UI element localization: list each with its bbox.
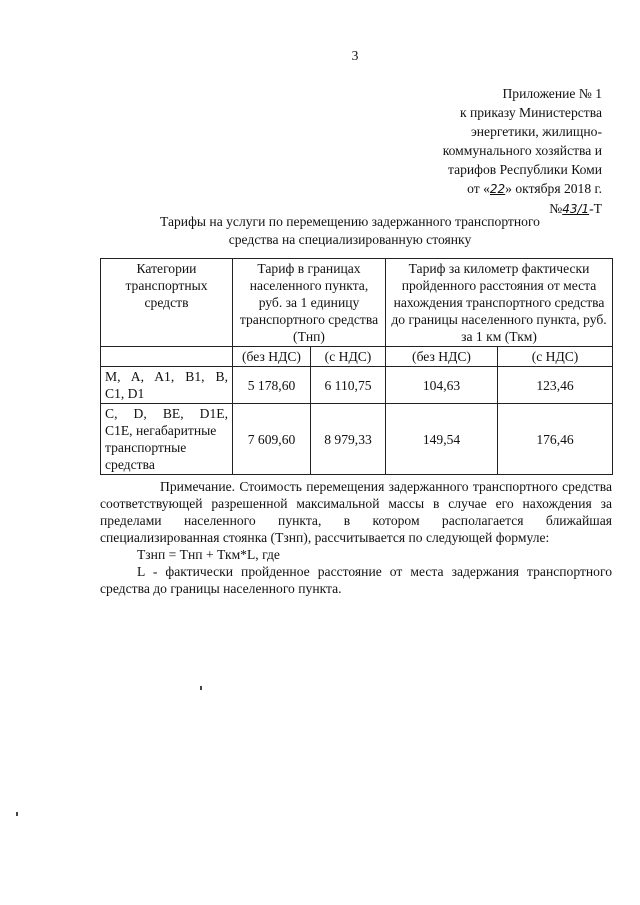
subheader-city-vat: (с НДС) (311, 347, 386, 367)
note-l-definition: L - фактически пройденное расстояние от места задержания транспортного средства до границы населенного пункта. (100, 564, 612, 596)
category-line: C1E, негабаритные транспортные средства (105, 423, 217, 472)
header-km-tariff: Тариф за километр фактически пройденного расстояния от места нахождения транспортного средства до границы населенного пункта, руб. за 1 км (Ткм) (386, 259, 613, 347)
page-number: 3 (351, 48, 359, 63)
city-no-vat-cell: 7 609,60 (233, 404, 311, 475)
city-no-vat-cell: 5 178,60 (233, 367, 311, 404)
table-row (101, 404, 613, 475)
subheader-empty (101, 347, 233, 367)
appendix-line: энергетики, жилищно- (470, 124, 602, 139)
header-category: Категории транспортных средств (101, 259, 233, 347)
km-vat-cell: 123,46 (498, 367, 613, 404)
note-formula: Тзнп = Тнп + Ткм*L, где (137, 547, 280, 562)
appendix-line: Приложение № 1 (502, 86, 602, 101)
subheader-km-vat: (с НДС) (498, 347, 613, 367)
scan-mark (16, 812, 18, 816)
header-city-tariff: Тариф в границах населенного пункта, руб. за 1 единицу транспортного средства (Тнп) (233, 259, 386, 347)
category-cell (101, 404, 233, 475)
document-title (110, 213, 590, 249)
city-vat-cell: 8 979,33 (311, 404, 386, 475)
km-no-vat-cell: 149,54 (386, 404, 498, 475)
appendix-line: коммунального хозяйства и (442, 143, 602, 158)
km-no-vat-cell: 104,63 (386, 367, 498, 404)
category-line: M, A, A1, B1, B, (105, 369, 228, 384)
order-date-day: 22 (489, 182, 506, 196)
km-vat-cell: 176,46 (498, 404, 613, 475)
category-cell (101, 367, 233, 404)
note-paragraph: Примечание. Стоимость перемещения задержанного транспортного средства соответствующей разрешенной максимальной массы в случае его нахождения за пределами населенного пункта, в котором располагается ближайшая специализированная стоянка (Тзнп), рассчитывается по следующей формуле: (100, 479, 612, 545)
city-vat-cell: 6 110,75 (311, 367, 386, 404)
category-line: C1, D1 (105, 386, 145, 401)
category-line: C, D, BE, D1E, (105, 406, 228, 421)
order-date-prefix: от « (467, 181, 490, 196)
tariff-table (100, 258, 613, 475)
title-line: средства на специализированную стоянку (228, 232, 472, 247)
title-line: Тарифы на услуги по перемещению задержанного транспортного (160, 214, 540, 229)
table-row (101, 367, 613, 404)
appendix-header (443, 84, 602, 219)
order-number-suffix: -Т (589, 201, 602, 216)
note-section (100, 478, 612, 597)
table-subheader-row (101, 347, 613, 367)
table-header-row (101, 259, 613, 347)
order-number-prefix: № (549, 201, 563, 216)
appendix-line: к приказу Министерства (459, 105, 602, 120)
order-date-suffix: » октября 2018 г. (505, 181, 602, 196)
order-number-value: 43/1 (562, 202, 590, 216)
subheader-km-no-vat: (без НДС) (386, 347, 498, 367)
appendix-line: тарифов Республики Коми (447, 162, 602, 177)
subheader-city-no-vat: (без НДС) (233, 347, 311, 367)
order-date (443, 179, 602, 199)
scan-mark (200, 686, 202, 690)
